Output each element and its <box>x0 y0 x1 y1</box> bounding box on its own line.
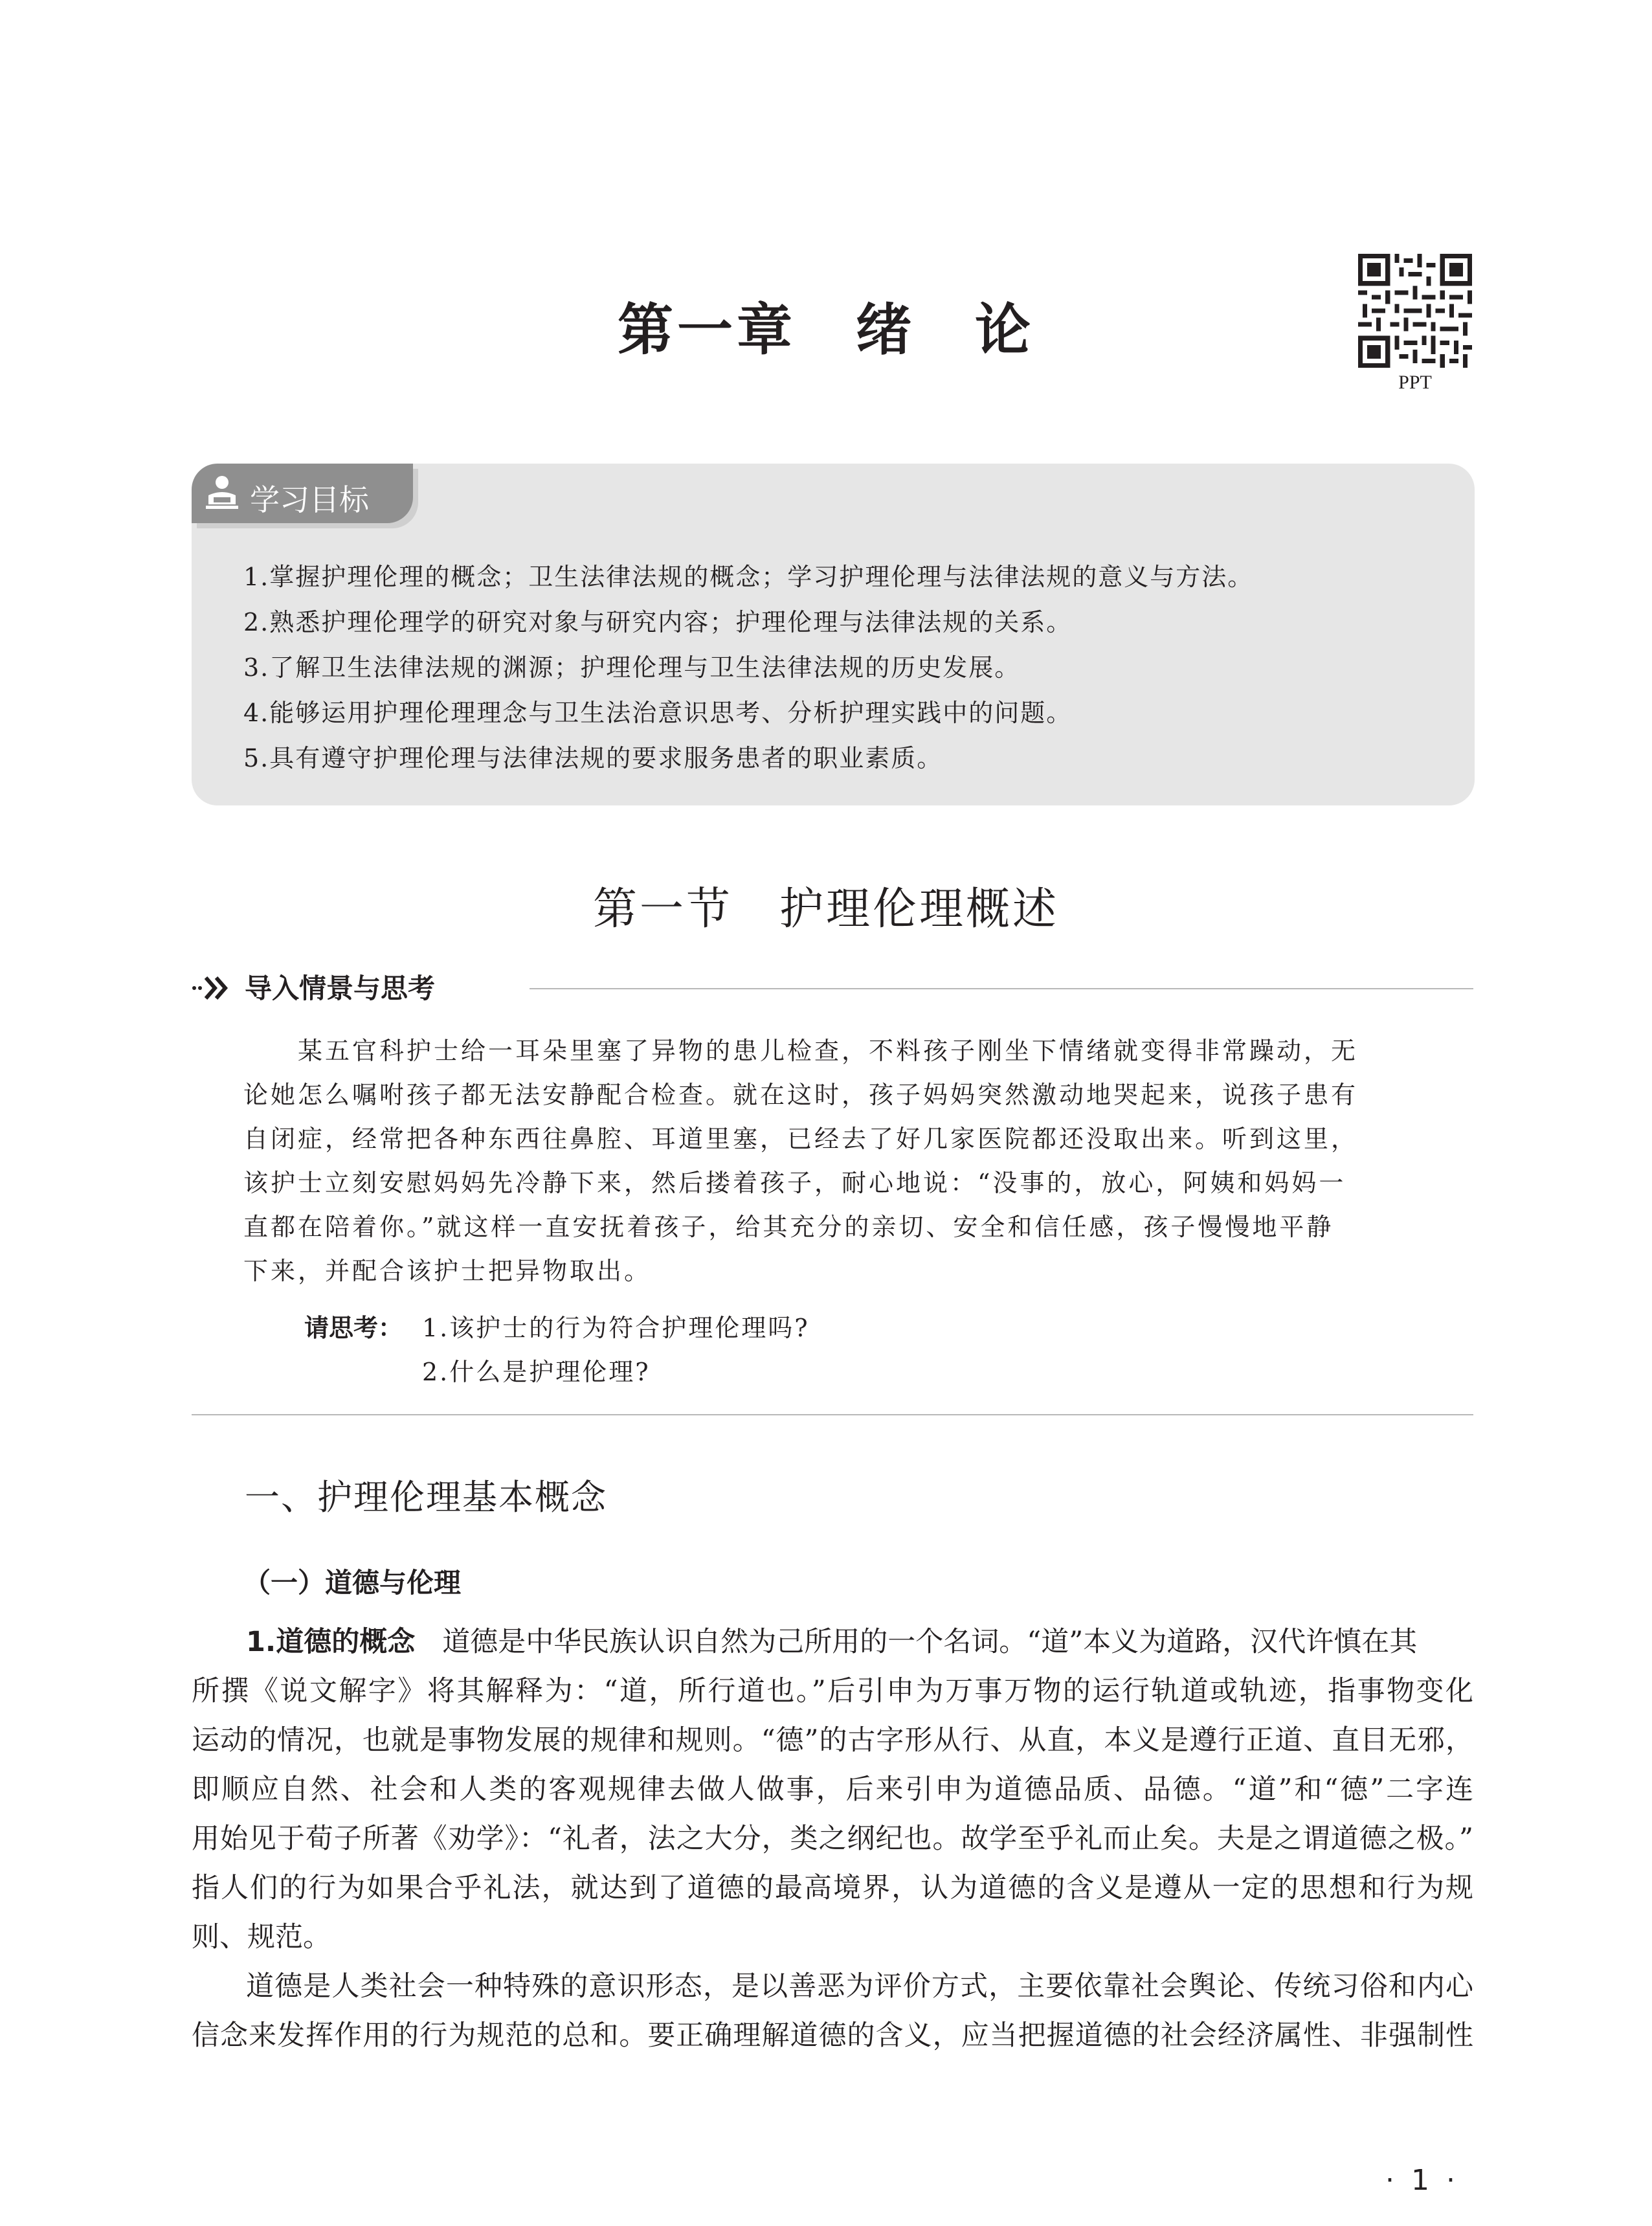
think-question: 2.什么是护理伦理? <box>422 1358 651 1386</box>
body-paragraph-line: 运动的情况，也就是事物发展的规律和规则。“德”的古字形从行、从直，本义是遵行正道、直目无邪， <box>192 1724 1473 1757</box>
page-number: · 1 · <box>1385 2164 1459 2197</box>
body-paragraph-line: 即顺应自然、社会和人类的客观规律去做人做事，后来引申为道德品质、品德。“道”和“德”二字连 <box>192 1773 1473 1806</box>
term-label: 1.道德的概念 <box>246 1626 416 1658</box>
body-paragraph-line: 所撰《说文解字》将其解释为：“道，所行道也。”后引申为万事万物的运行轨道或轨迹，指事物变化 <box>192 1675 1473 1707</box>
body-text: 道德是中华民族认识自然为己所用的一个名词。“道”本义为道路，汉代许慎在其 <box>442 1626 1418 1658</box>
objective-item: 1.掌握护理伦理的概念；卫生法律法规的概念；学习护理伦理与法律法规的意义与方法。 <box>243 563 1254 591</box>
section-title: 第一节 护理伦理概述 <box>592 884 1059 935</box>
scenario-line: 某五官科护士给一耳朵里塞了异物的患儿检查，不料孩子刚坐下情绪就变得非常躁动，无 <box>243 1037 1359 1065</box>
objective-item: 4.能够运用护理伦理理念与卫生法治意识思考、分析护理实践中的问题。 <box>243 699 1073 727</box>
chapter-title: 第一章 绪 论 <box>618 298 1034 363</box>
scenario-line: 下来，并配合该护士把异物取出。 <box>243 1257 652 1285</box>
scenario-title: 导入情景与思考 <box>245 972 436 1004</box>
scenario-line: 直都在陪着你。”就这样一直安抚着孩子，给其充分的亲切、安全和信任感，孩子慢慢地平静 <box>243 1213 1334 1241</box>
scenario-line: 自闭症，经常把各种东西往鼻腔、耳道里塞，已经去了好几家医院都还没取出来。听到这里， <box>243 1125 1359 1153</box>
body-paragraph-line <box>192 1620 1473 1659</box>
objective-item: 5.具有遵守护理伦理与法律法规的要求服务患者的职业素质。 <box>243 744 943 772</box>
body-paragraph-line: 则、规范。 <box>192 1921 331 1953</box>
scenario-bottom-rule <box>192 1414 1473 1415</box>
body-paragraph-line: 道德是人类社会一种特殊的意识形态，是以善恶为评价方式，主要依靠社会舆论、传统习俗和内心 <box>246 1970 1473 2003</box>
scenario-rule <box>530 988 1473 989</box>
heading-level-1: 一、护理伦理基本概念 <box>245 1477 607 1518</box>
heading-level-2: （一）道德与伦理 <box>243 1567 462 1599</box>
body-paragraph-line: 信念来发挥作用的行为规范的总和。要正确理解道德的含义，应当把握道德的社会经济属性、非强制性 <box>192 2019 1473 2052</box>
scenario-line: 论她怎么嘱咐孩子都无法安静配合检查。就在这时，孩子妈妈突然激动地哭起来，说孩子患有 <box>243 1081 1359 1109</box>
think-question: 1.该护士的行为符合护理伦理吗? <box>422 1314 810 1342</box>
qr-label: PPT <box>1398 372 1432 393</box>
double-chevron-icon <box>192 975 233 1001</box>
objective-item: 3.了解卫生法律法规的渊源；护理伦理与卫生法律法规的历史发展。 <box>243 653 1021 682</box>
scenario-line: 该护士立刻安慰妈妈先冷静下来，然后搂着孩子，耐心地说：“没事的，放心，阿姨和妈妈一 <box>243 1169 1346 1197</box>
body-paragraph-line: 指人们的行为如果合乎礼法，就达到了道德的最高境界，认为道德的含义是遵从一定的思想和行为规 <box>192 1872 1473 1904</box>
think-label: 请思考： <box>304 1314 403 1342</box>
qr-code-icon[interactable] <box>1358 254 1472 368</box>
reader-icon <box>202 473 242 513</box>
body-paragraph-line: 用始见于荀子所著《劝学》：“礼者，法之大分，类之纲纪也。故学至乎礼而止矣。夫是之谓道德之极。” <box>192 1823 1473 1855</box>
learning-objectives-title: 学习目标 <box>250 482 369 517</box>
objective-item: 2.熟悉护理伦理学的研究对象与研究内容；护理伦理与法律法规的关系。 <box>243 608 1073 636</box>
